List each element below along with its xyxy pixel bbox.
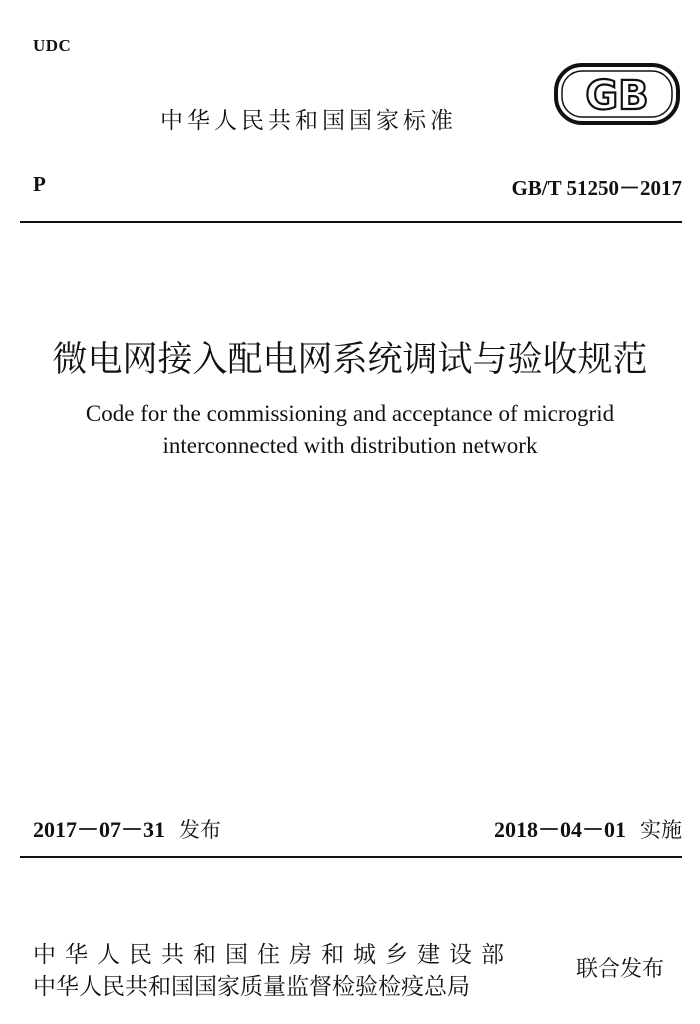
implement-info [494, 813, 682, 844]
classification-code: P [33, 172, 46, 196]
release-label: 发布 [179, 818, 222, 842]
issuer-aqsiq: 中华人民共和国国家质量监督检验检疫总局 [33, 974, 470, 1000]
gb-logo [553, 62, 681, 126]
implement-date: 2018－04－01 [493, 817, 626, 842]
bottom-divider [20, 856, 682, 858]
title-english-line-2: interconnected with distribution network [162, 433, 538, 458]
issuer-ministry-housing: 中华人民共和国住房和城乡建设部 [33, 942, 513, 968]
release-date: 2017－07－31 [33, 817, 166, 842]
title-chinese: 微电网接入配电网系统调试与验收规范 [52, 340, 648, 380]
implement-label: 实施 [640, 818, 682, 842]
release-info [33, 813, 221, 844]
standard-number: GB/T 51250－2017 [511, 176, 682, 200]
title-english-line-1: Code for the commissioning and acceptance of microgrid [85, 401, 615, 426]
national-standard-heading: 中华人民共和国国家标准 [160, 108, 457, 134]
top-divider [20, 221, 682, 223]
udc-label: UDC [33, 36, 72, 55]
title-english [0, 398, 700, 462]
joint-release-label: 联合发布 [576, 957, 665, 982]
gb-logo-text: GB [585, 73, 649, 119]
